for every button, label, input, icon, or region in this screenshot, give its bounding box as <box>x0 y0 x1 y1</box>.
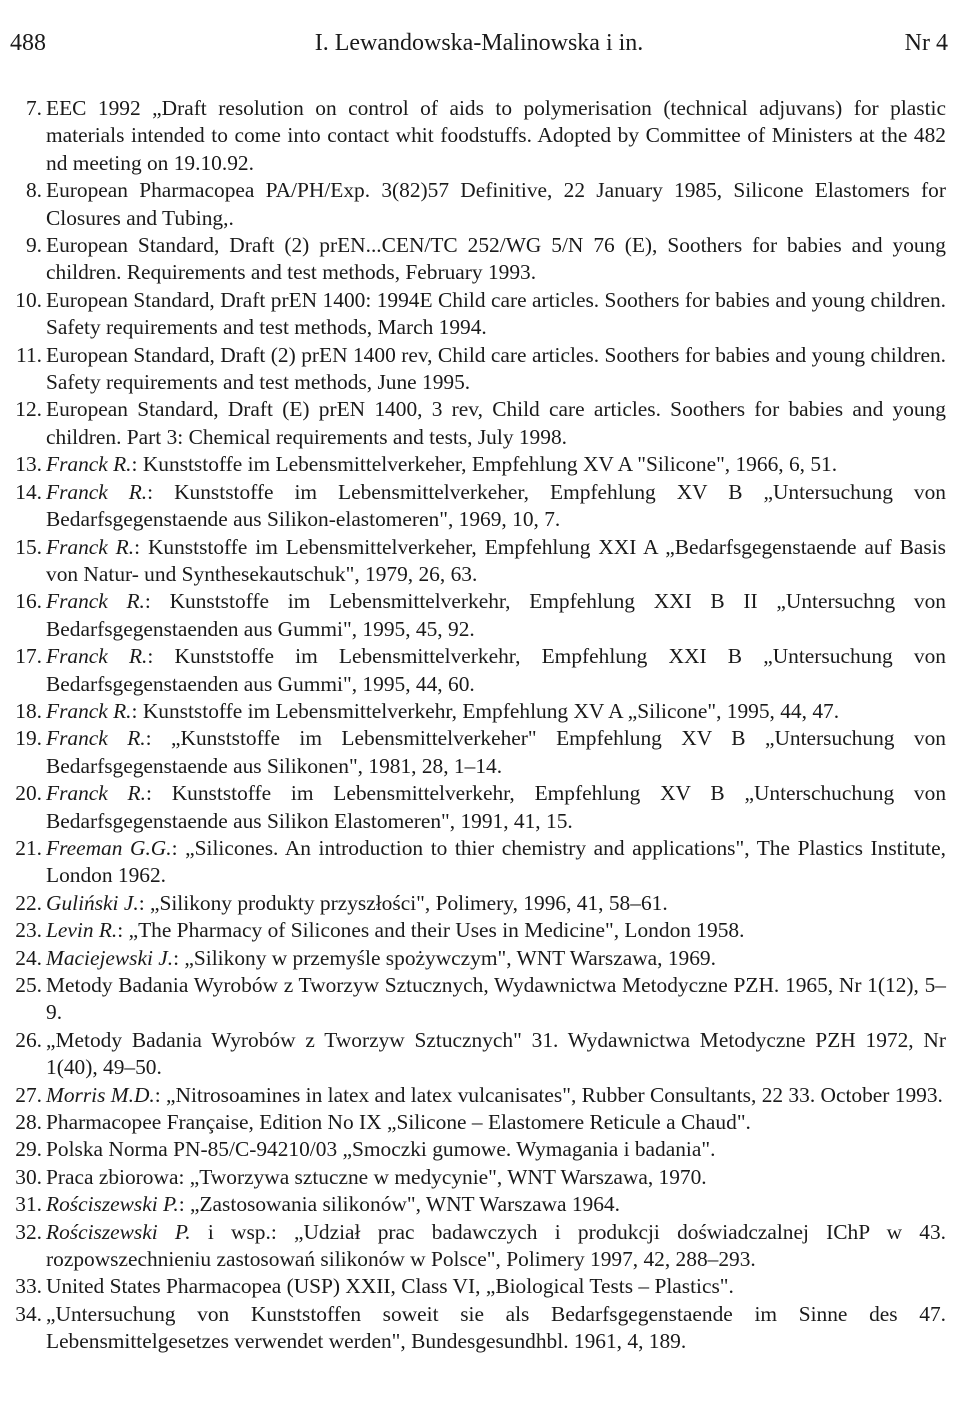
reference-author: Guliński J. <box>46 890 139 915</box>
reference-number: 12. <box>15 397 42 422</box>
reference-item <box>0 232 960 287</box>
reference-number: 30. <box>15 1164 42 1189</box>
reference-text: : „Silikony w przemyśle spożywczym", WNT Warszawa, 1969. <box>173 945 716 970</box>
reference-text: : „Zastosowania silikonów", WNT Warszawa 1964. <box>178 1192 620 1217</box>
reference-author: Maciejewski J. <box>46 945 174 970</box>
reference-item <box>0 1027 960 1082</box>
reference-item <box>0 780 960 835</box>
reference-number: 28. <box>15 1110 42 1135</box>
reference-text: : „Nitrosoamines in latex and latex vulcanisates", Rubber Consultants, 22 33. October 1993. <box>154 1082 943 1107</box>
reference-number: 32. <box>15 1219 42 1244</box>
reference-number: 24. <box>15 945 42 970</box>
reference-item <box>0 588 960 643</box>
reference-author: Franck R. <box>46 534 135 559</box>
reference-author: Morris M.D. <box>46 1082 155 1107</box>
reference-number: 31. <box>15 1192 42 1217</box>
reference-item <box>0 1301 960 1356</box>
reference-item <box>0 342 960 397</box>
reference-item <box>0 1164 960 1191</box>
reference-text: Metody Badania Wyrobów z Tworzyw Sztucznych, Wydawnictwa Metodyczne PZH. 1965, Nr 1(12), 5–9. <box>46 973 946 1025</box>
reference-number: 26. <box>15 1027 42 1052</box>
reference-item <box>0 917 960 944</box>
reference-item <box>0 287 960 342</box>
reference-item <box>0 1109 960 1136</box>
reference-author: Rościszewski P. <box>46 1192 179 1217</box>
reference-text: European Standard, Draft (2) prEN 1400 rev, Child care articles. Soothers for babies and young children. Safety requirements and test methods, June 1995. <box>46 342 946 395</box>
reference-number: 29. <box>15 1137 42 1162</box>
reference-item <box>0 451 960 478</box>
reference-number: 21. <box>15 835 42 860</box>
reference-item <box>0 479 960 534</box>
reference-number: 9. <box>25 233 42 258</box>
reference-item <box>0 890 960 917</box>
reference-number: 20. <box>15 781 42 806</box>
reference-text: : Kunststoffe im Lebensmittelverkeher, Empfehlung XV A "Silicone", 1966, 6, 51. <box>131 452 838 477</box>
reference-author: Levin R. <box>46 918 118 943</box>
reference-item <box>0 396 960 451</box>
reference-text: : „Silicones. An introduction to thier chemistry and applications", The Plastics Institute, London 1962. <box>46 835 946 888</box>
reference-text: : „The Pharmacy of Silicones and their Uses in Medicine", London 1958. <box>117 918 745 943</box>
reference-number: 33. <box>15 1274 42 1299</box>
reference-text: European Pharmacopea PA/PH/Exp. 3(82)57 Definitive, 22 January 1985, Silicone Elastomers for Closures and Tubing,. <box>46 178 946 230</box>
reference-text: : Kunststoffe im Lebensmittelverkehr, Empfehlung XV A „Silicone", 1995, 44, 47. <box>131 698 840 723</box>
reference-text: Praca zbiorowa: „Tworzywa sztuczne w medycynie", WNT Warszawa, 1970. <box>46 1164 707 1189</box>
reference-number: 17. <box>15 644 42 669</box>
reference-item <box>0 1273 960 1300</box>
issue-number: Nr 4 <box>904 30 948 56</box>
reference-item <box>0 725 960 780</box>
page-number: 488 <box>10 30 46 56</box>
reference-number: 13. <box>15 452 42 477</box>
reference-text: i wsp.: „Udział prac badawczych i produkcji doświadczalnej IChP w 43. rozpowszechnieniu zastosowań silikonów w Polsce", Polimery 1997, 42, 288–293. <box>46 1219 946 1272</box>
reference-number: 15. <box>15 534 42 559</box>
reference-text: „Untersuchung von Kunststoffen soweit sie als Bedarfsgegenstaende im Sinne des 47. Lebensmittelgesetzes verwendet werden", Bundesgesundhbl. 1961, 4, 189. <box>46 1301 946 1354</box>
reference-text: European Standard, Draft (E) prEN 1400, 3 rev, Child care articles. Soothers for babies and young children. Part 3: Chemical requirements and tests, July 1998. <box>46 397 946 449</box>
reference-text: : Kunststoffe im Lebensmittelverkehr, Empfehlung XXI B II „Untersuchng von Bedarfsgegenstaenden aus Gummi", 1995, 45, 92. <box>46 589 946 641</box>
reference-text: : Kunststoffe im Lebensmittelverkehr, Empfehlung XXI B „Untersuchung von Bedarfsgegenstaenden aus Gummi", 1995, 44, 60. <box>46 644 947 696</box>
reference-text: European Standard, Draft prEN 1400: 1994E Child care articles. Soothers for babies and young children. Safety requirements and test methods, March 1994. <box>46 287 946 340</box>
reference-number: 16. <box>15 589 42 614</box>
reference-item <box>0 972 960 1027</box>
reference-item <box>0 1082 960 1109</box>
reference-text: : Kunststoffe im Lebensmittelverkehr, Empfehlung XV B „Unterschuchung von Bedarfsgegenstaende aus Silikon Elastomeren", 1991, 41, 15. <box>46 781 947 833</box>
running-title-authors: I. Lewandowska-Malinowska i in. <box>314 30 644 56</box>
reference-number: 14. <box>15 479 42 504</box>
reference-number: 34. <box>15 1301 42 1326</box>
reference-number: 22. <box>15 890 42 915</box>
running-header <box>10 30 948 64</box>
reference-text: : Kunststoffe im Lebensmittelverkeher, Empfehlung XXI A „Bedarfsgegenstaende auf Basis von Natur- und Synthesekautschuk", 1979, 26, 63. <box>46 534 946 586</box>
reference-item <box>0 534 960 589</box>
reference-author: Franck R. <box>46 589 145 614</box>
reference-list <box>0 95 960 1356</box>
reference-item <box>0 945 960 972</box>
reference-item <box>0 177 960 232</box>
reference-author: Franck R. <box>46 698 132 723</box>
reference-item <box>0 1219 960 1274</box>
reference-author: Franck R. <box>46 726 146 751</box>
reference-author: Franck R. <box>46 644 148 669</box>
reference-author: Rościszewski P. <box>46 1219 191 1244</box>
reference-number: 18. <box>15 698 42 723</box>
reference-text: United States Pharmacopea (USP) XXII, Class VI, „Biological Tests – Plastics". <box>46 1274 734 1299</box>
reference-text: : Kunststoffe im Lebensmittelverkeher, Empfehlung XV B „Untersuchung von Bedarfsgegenstaende aus Silikon-elastomeren", 1969, 10, 7. <box>46 479 947 532</box>
reference-text: : „Kunststoffe im Lebensmittelverkeher" Empfehlung XV B „Untersuchung von Bedarfsgegenstaende aus Silikonen", 1981, 28, 1–14. <box>46 726 946 778</box>
reference-text: „Metody Badania Wyrobów z Tworzyw Sztucznych" 31. Wydawnictwa Metodyczne PZH 1972, Nr 1(40), 49–50. <box>46 1027 946 1080</box>
reference-item <box>0 95 960 177</box>
reference-text: EEC 1992 „Draft resolution on control of aids to polymerisation (technical adjuvans) for plastic materials intended to come into contact whit foodstuffs. Adopted by Committee of Ministers at the 482 nd meeting on 19.10.92. <box>46 96 946 175</box>
reference-number: 25. <box>15 973 42 997</box>
reference-item <box>0 643 960 698</box>
reference-text: European Standard, Draft (2) prEN...CEN/TC 252/WG 5/N 76 (E), Soothers for babies and young children. Requirements and test methods, February 1993. <box>46 233 946 285</box>
reference-item <box>0 1191 960 1218</box>
reference-number: 8. <box>25 178 42 203</box>
reference-number: 27. <box>15 1082 42 1107</box>
reference-author: Franck R. <box>46 781 146 806</box>
reference-number: 7. <box>25 96 42 120</box>
reference-number: 23. <box>15 918 42 943</box>
reference-text: Pharmacopee Française, Edition No IX „Silicone – Elastomere Reticule a Chaud". <box>46 1110 751 1135</box>
reference-text: : „Silikony produkty przyszłości", Polimery, 1996, 41, 58–61. <box>138 890 668 915</box>
reference-number: 19. <box>15 726 42 751</box>
reference-item <box>0 835 960 890</box>
reference-item <box>0 698 960 725</box>
reference-author: Franck R. <box>46 452 132 477</box>
reference-author: Franck R. <box>46 479 148 504</box>
reference-item <box>0 1136 960 1163</box>
reference-number: 11. <box>16 342 42 367</box>
reference-text: Polska Norma PN-85/C-94210/03 „Smoczki gumowe. Wymagania i badania". <box>46 1137 716 1162</box>
reference-author: Freeman G.G. <box>46 835 172 860</box>
reference-number: 10. <box>15 287 42 312</box>
